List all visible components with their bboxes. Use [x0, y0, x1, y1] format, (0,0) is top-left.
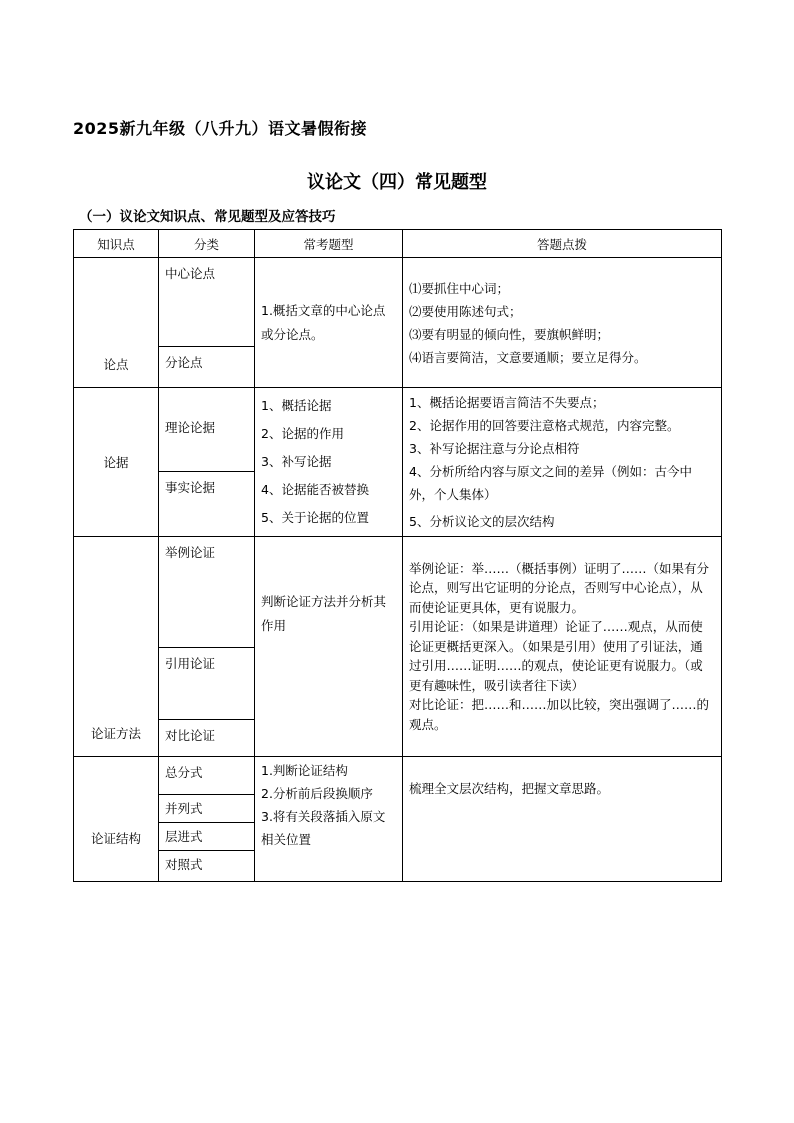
knowledge-table	[73, 229, 722, 882]
answer-cell: 梳理全文层次结构，把握文章思路。	[403, 757, 722, 882]
answer-line: 1、概括论据要语言简洁不失要点；	[409, 395, 605, 410]
question-cell	[255, 388, 403, 537]
answer-line: 引用论证：（如果是讲道理）论证了……观点，从而使论证更概括更深入。（如果是引用）使用了引证法，通过引用……证明……的观点，使论证更有说服力。（或更有趣味性，吸引读者往下读）	[409, 619, 703, 693]
table-row	[74, 388, 722, 472]
table-row	[74, 258, 722, 347]
answer-line: ⑵要使用陈述句式；	[409, 303, 522, 319]
answer-line: 5、分析议论文的层次结构	[409, 514, 555, 529]
answer-line: ⑴要抓住中心词；	[409, 280, 510, 296]
header-category: 分类	[159, 230, 255, 258]
question-line: 3.将有关段落插入原文相关位置	[261, 809, 386, 847]
question-line: 1、概括论据	[261, 398, 332, 413]
category-cell: 并列式	[159, 795, 255, 823]
table-row	[74, 757, 722, 795]
question-line: 3、补写论据	[261, 454, 332, 469]
answer-line: 对比论证：把……和……加以比较，突出强调了……的观点。	[409, 697, 710, 732]
question-line: 5、关于论据的位置	[261, 510, 369, 525]
table-header-row	[74, 230, 722, 258]
category-cell: 分论点	[159, 347, 255, 388]
category-cell: 引用论证	[159, 648, 255, 720]
category-cell: 对照式	[159, 851, 255, 882]
answer-line: 2、论据作用的回答要注意格式规范，内容完整。	[409, 418, 680, 433]
point-jiegou: 论证结构	[74, 757, 159, 882]
question-line: 4、论据能否被替换	[261, 482, 369, 497]
section-title: （一）议论文知识点、常见题型及应答技巧	[79, 209, 336, 225]
header-knowledge-point: 知识点	[74, 230, 159, 258]
answer-line: ⑶要有明显的倾向性，要旗帜鲜明；	[409, 326, 610, 342]
category-cell: 举例论证	[159, 537, 255, 648]
category-cell: 对比论证	[159, 720, 255, 757]
answer-cell	[403, 258, 722, 388]
header-answer-tips: 答题点拨	[403, 230, 722, 258]
category-cell: 事实论据	[159, 471, 255, 536]
question-line: 2、论据的作用	[261, 426, 344, 441]
answer-cell	[403, 537, 722, 757]
answer-cell	[403, 388, 722, 537]
answer-line: ⑷语言要简洁，文意要通顺；要立足得分。	[409, 349, 647, 365]
answer-line: 举例论证：举……（概括事例）证明了……（如果有分论点，则写出它证明的分论点，否则写中心论点），从而使论证更具体，更有说服力。	[409, 560, 710, 615]
category-cell: 层进式	[159, 823, 255, 851]
page-title: 议论文（四）常见题型	[307, 172, 487, 193]
question-cell: 1.概括文章的中心论点或分论点。	[255, 258, 403, 388]
point-lundian: 论点	[74, 258, 159, 388]
question-line: 2.分析前后段换顺序	[261, 786, 373, 801]
category-cell: 总分式	[159, 757, 255, 795]
answer-line: 3、补写论据注意与分论点相符	[409, 441, 580, 456]
answer-line: 4、分析所给内容与原文之间的差异（例如：古今中外，个人集体）	[409, 464, 692, 502]
document-title: 2025新九年级（八升九）语文暑假衔接	[73, 119, 368, 138]
point-lunzheng: 论证方法	[74, 537, 159, 757]
question-line: 1.判断论证结构	[261, 763, 348, 778]
point-lunju: 论据	[74, 388, 159, 537]
category-cell: 中心论点	[159, 258, 255, 347]
question-cell	[255, 757, 403, 882]
table-row	[74, 537, 722, 648]
category-cell: 理论论据	[159, 388, 255, 472]
header-question-type: 常考题型	[255, 230, 403, 258]
question-cell: 判断论证方法并分析其作用	[255, 537, 403, 757]
